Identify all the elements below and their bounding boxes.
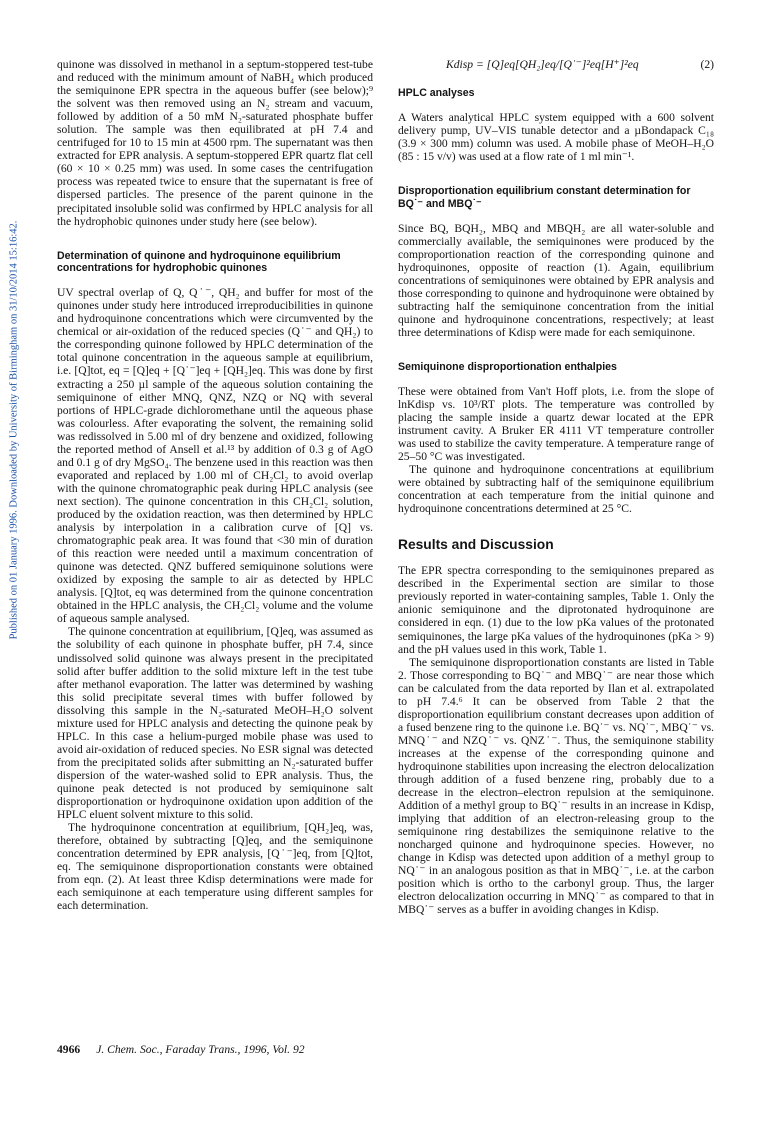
journal-citation: J. Chem. Soc., Faraday Trans., 1996, Vol. 92 [96,1043,305,1056]
left-column [57,58,373,912]
paragraph: These were obtained from Van't Hoff plots, i.e. from the slope of lnKdisp vs. 10³/RT plots. The temperature was controlled by placing the sample inside a quartz dewar located at the EPR instrument cavity. A Bruker ER 4111 VT temperature controller was used to stabilize the cavity temperature. A temperature range of 25–50 °C was investigated. [398,384,714,464]
download-watermark-text: Published on 01 January 1996. Downloaded by University of Birmingham on 31/10/2014 15:16:42. [8,220,20,640]
section-heading: HPLC analyses [398,87,475,99]
right-column [398,58,714,917]
paragraph: The semiquinone disproportionation constants are listed in Table 2. Those corresponding to BQ˙⁻ and MBQ˙⁻ are near those which can be calculated from the data reported by Ilan et al. extrapolated to pH 7.4.⁶ It can be observed from Table 2 that the disproportionation equilibrium constant decreases upon addition of a fused benzene ring to the quinone i.e. BQ˙⁻ vs. NQ˙⁻, MBQ˙⁻ vs. MNQ˙⁻ and NZQ˙⁻ vs. QNZ˙⁻. Thus, the semiquinone stability increases at the expense of the corresponding quinone and hydroquinone stabilities upon increasing the electron delocalization through addition of a fused benzene ring, probably due to a decrease in the electron–electron repulsion at the semiquinone. Addition of a methyl group to BQ˙⁻ results in an increase in Kdisp, implying that addition of an electron-releasing group to the semiquinone ring destabilizes the semiquinone relative to the noncharged quinone and hydroquinone species. However, no change in Kdisp was detected upon addition of a methyl group to NQ˙⁻ in an analogous position as that in MBQ˙⁻, i.e. at the carbon position which is ortho to the carbonyl group. Thus, the larger electron delocalization occurring in MNQ˙⁻ as compared to that in MBQ˙⁻ serves as a buffer in avoiding changes in Kdisp. [398,655,714,917]
paragraph: UV spectral overlap of Q, Q˙⁻, QH₂ and buffer for most of the quinones under study here introduced irreproducibilities in quinone and hydroquinone concentrations which were circumvented by the chemical or air-oxidation of the reduced species (Q˙⁻ and QH₂) to the corresponding quinone followed by HPLC determination of the total quinone concentration in the aqueous sample at equilibrium, i.e. [Q]tot, eq = [Q]eq + [Q˙⁻]eq + [QH₂]eq. This was done by first extracting a 250 µl sample of the aqueous solution containing the semiquinone of either MNQ, QNZ, NZQ or NQ with several portions of HPLC-grade dichloromethane until the aqueous phase was colourless. After evaporating the solvent, the remaining solid was redissolved in 5.00 ml of dry benzene and oxidized, following the reported method of Ansell et al.¹³ by addition of 0.3 g of AgO and 0.1 g of dry MgSO₄. The benzene used in this reaction was then evaporated and replaced by 1.00 ml of CH₂Cl₂ to avoid overlap with the quinone chromatographic peak during HPLC analysis (see next section). The quinone concentration in this CH₂Cl₂ solution, produced by the oxidation reaction, was then determined by HPLC analysis by interpolation in a calibration curve of [Q] vs. chromatographic peak area. It was found that <30 min of duration of this reaction were needed until a maximum concentration of quinone was detected. QNZ buffered semiquinone solutions were oxidized by exposing the sample to air as detected by HPLC analysis. [Q]tot, eq was determined from the quinone concentration obtained in the HPLC analysis, the CH₂Cl₂ volume and the volume of aqueous sample analysed. [57,286,373,626]
paragraph: Since BQ, BQH₂, MBQ and MBQH₂ are all water-soluble and commercially available, the semiquinones were produced by the comproportionation reaction of the corresponding quinone and hydroquinones, opposite of reaction (1). Again, equilibrium concentrations of semiquinones were obtained by EPR analysis and those corresponding to quinone and hydroquinone were obtained by subtracting half the semiquinone concentration from the initial quinone and hydroquinone concentrations, respectively; at least three determinations of Kdisp were made for each semiquinone. [398,221,714,339]
paragraph: The quinone concentration at equilibrium, [Q]eq, was assumed as the solubility of each quinone in phosphate buffer, pH 7.4, since undissolved solid quinone was always present in the precipitated solid after buffer addition to the solid mixture left in the test tube after methanol evaporation. The latter was determined by washing this solid precipitate several times with buffer followed by dissolving this sample in the N₂-saturated MeOH–H₂O solvent mixture used for HPLC analysis and detecting the quinone peak by HPLC. In this case a helium-purged mobile phase was used to avoid air-oxidation of reduced species. No ESR signal was detected from the precipitated solids after submitting an N₂-saturated buffer dispersion of the water-washed solid to EPR analysis. Thus, the quinone peak detected is not produced by semiquinone salt disproportionation or hydroquinone oxidation upon addition of the HPLC eluent solvent mixture to this solid. [57,625,373,822]
paragraph: quinone was dissolved in methanol in a septum-stoppered test-tube and reduced with the minimum amount of NaBH₄ which produced the semiquinone EPR spectra in the aqueous buffer (see below);⁹ the solvent was then removed using an N₂ stream and vacuum, followed by addition of a 50 mM N₂-saturated phosphate buffer solution. The sample was then equilibrated at pH 7.4 and centrifuged for 10 to 15 min at 4500 rpm. The supernatant was then extracted for EPR analysis. A septum-stoppered EPR quartz flat cell (60 × 10 × 0.25 mm) was used. In some cases the centrifugation process was repeated twice to ensure that the supernatant is free of dispersed particles. The presence of the parent quinone in the precipitated insoluble solid was confirmed by HPLC analysis for all the hydrophobic quinones under study here (see below). [57,58,373,228]
download-watermark [6,150,22,710]
paragraph: A Waters analytical HPLC system equipped with a 600 solvent delivery pump, UV–VIS tunable detector and a µBondapack C₁₈ (3.9 × 300 mm) column was used. A mobile phase of MeOH–H₂O (85 : 15 v/v) was used at a flow rate of 1 ml min⁻¹. [398,110,714,163]
paragraph: The hydroquinone concentration at equilibrium, [QH₂]eq, was, therefore, obtained by subtracting [Q]eq, and the semiquinone concentration determined by EPR analysis, [Q˙⁻]eq, from [Q]tot, eq. The semiquinone disproportionation constants were obtained from eqn. (2). At least three Kdisp determinations were made for each semiquinone at each temperature using different samples for each determination. [57,821,373,913]
equation-number: (2) [700,58,714,71]
equation-2 [398,58,714,72]
section-heading: Semiquinone disproportionation enthalpies [398,361,617,373]
section-heading: Disproportionation equilibrium constant determination for BQ˙⁻ and MBQ˙⁻ [398,184,691,210]
equation-formula: Kdisp = [Q]eq[QH₂]eq/[Q˙⁻]²eq[H⁺]²eq [446,58,639,71]
paragraph: The quinone and hydroquinone concentrations at equilibrium were obtained by subtracting half of the semiquinone equilibrium concentration at each temperature from the initial quinone and hydroquinone concentrations determined at 25 °C. [398,463,714,516]
results-heading: Results and Discussion [398,537,554,553]
page-number: 4966 [57,1043,81,1056]
page-footer [57,1043,305,1056]
paragraph: The EPR spectra corresponding to the semiquinones prepared as described in the Experimental section are similar to those previously reported in water-containing samples, Table 1. Only the anionic semiquinone and the diprotonated hydroquinone are considered in eqn. (1) due to the low pKa values of the protonated semiquinones, the large pKa values of the hydroquinones (pKa > 9) and the pH values used in this work, Table 1. [398,564,714,656]
section-heading: Determination of quinone and hydroquinone equilibrium concentrations for hydrophobic quinones [57,249,341,275]
